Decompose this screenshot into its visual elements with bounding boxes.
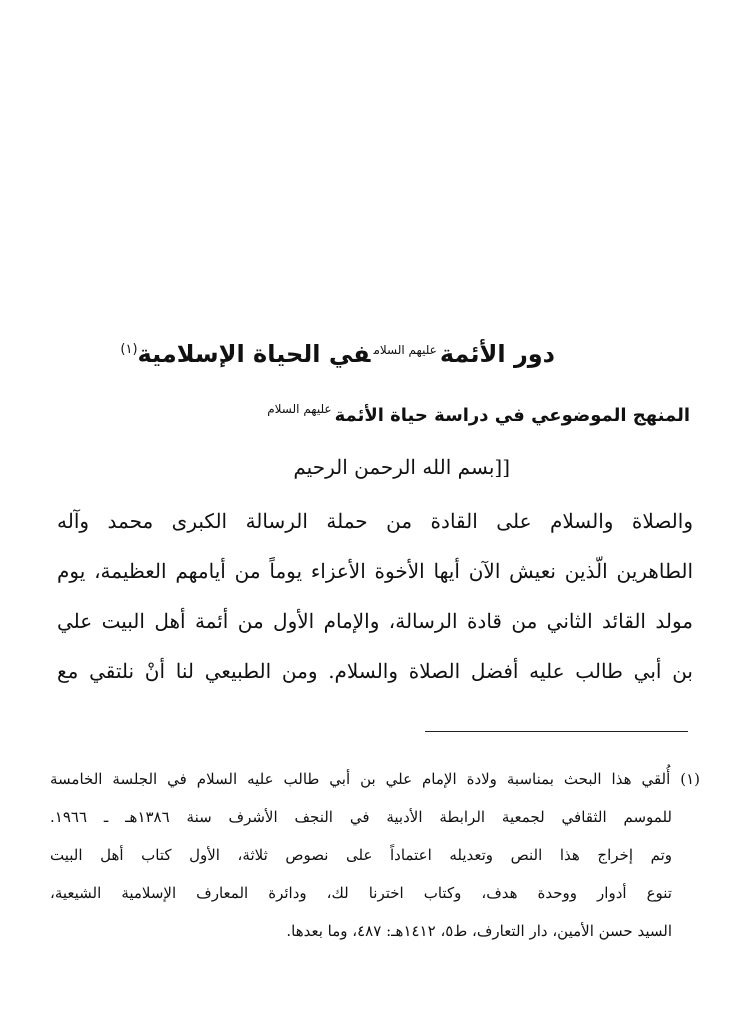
title-part-1: دور الأئمة	[439, 340, 555, 368]
footnote-line-5: السيد حسن الأمين، دار التعارف، ط٥، ١٤١٢هـ: ٤٨٧، وما بعدها.	[286, 922, 672, 940]
footnotes	[50, 760, 700, 950]
bismillah-line: [[بسم الله الرحمن الرحيم	[293, 455, 510, 479]
body-line-2: الطاهرين الّذين نعيش الآن أيها الأخوة الأعزاء يوماً من أيامهم العظيمة، يوم	[57, 559, 693, 583]
subtitle-text: المنهج الموضوعي في دراسة حياة الأئمة	[334, 405, 690, 426]
footnote-line-1: (١) أُلقي هذا البحث بمناسبة ولادة الإمام علي بن أبي طالب عليه السلام في الجلسة الخامسة	[50, 770, 700, 788]
footnote-divider	[425, 731, 688, 732]
footnote-line-2: للموسم الثقافي لجمعية الرابطة الأدبية في النجف الأشرف سنة ١٣٨٦هـ ـ ١٩٦٦.	[50, 808, 672, 826]
footnote-reference: (١)	[120, 342, 138, 357]
footnote-line-4: تنوع أدوار ووحدة هدف، وكتاب اخترنا لك، ودائرة المعارف الإسلامية الشيعية،	[50, 884, 672, 902]
body-line-4: بن أبي طالب عليه أفضل الصلاة والسلام. ومن الطبيعي لنا أنْ نلتقي مع	[57, 659, 693, 683]
title-part-2: في الحياة الإسلامية	[137, 340, 371, 368]
section-subtitle	[250, 393, 690, 432]
body-line-3: مولد القائد الثاني من قادة الرسالة، والإمام الأول من أئمة أهل البيت علي	[57, 609, 693, 633]
honorific-mark: عليهم السلام	[373, 343, 437, 357]
page-title	[120, 330, 555, 374]
subtitle-honorific-mark: عليهم السلام	[267, 402, 332, 416]
body-paragraph	[57, 496, 693, 696]
footnote-line-3: وتم إخراج هذا النص وتعديله اعتماداً على نصوص ثلاثة، الأول كتاب أهل البيت	[50, 846, 672, 864]
body-line-1: والصلاة والسلام على القادة من حملة الرسالة الكبرى محمد وآله	[57, 509, 693, 533]
